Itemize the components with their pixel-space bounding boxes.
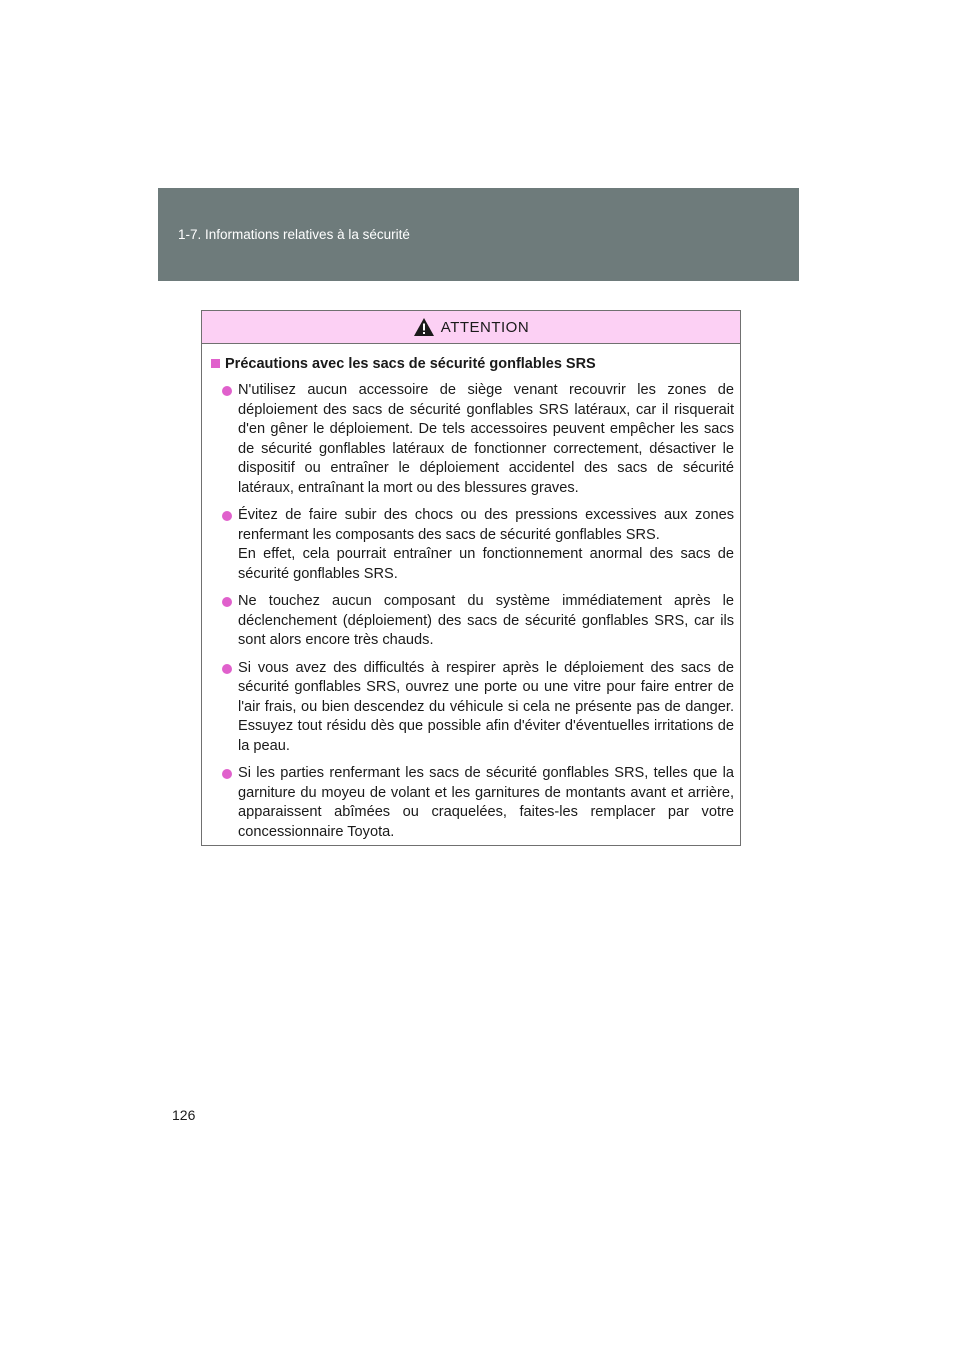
square-bullet-icon bbox=[211, 359, 220, 368]
list-item-continuation: En effet, cela pourrait entraîner un fonctionnement anormal des sacs de sécurité gonflables SRS. bbox=[238, 546, 734, 582]
caution-box bbox=[201, 310, 741, 846]
bullet-dot-icon bbox=[222, 769, 232, 779]
caution-body bbox=[202, 344, 740, 842]
caution-header bbox=[202, 311, 740, 344]
list-item-text: N'utilisez aucun accessoire de siège venant recouvrir les zones de déploiement des sacs de sécurité gonflables SRS latéraux, car il risquerait d'en gêner le déploiement. De tels accessoires peuvent empêcher les sacs de sécurité gonflables latéraux de fonctionner correctement, désactiver le dispositif ou entraîner le déploiement accidentel des sacs de sécurité latéraux, entraînant la mort ou des blessures graves. bbox=[238, 382, 734, 496]
list-item-text: Si vous avez des difficultés à respirer après le déploiement des sacs de sécurité gonflables SRS, ouvrez une porte ou une vitre pour faire entrer de l'air frais, ou bien descendez du véhicule si cela ne présente pas de danger. Essuyez tout résidu dès que possible afin d'éviter d'éventuelles irritations de la peau. bbox=[238, 659, 734, 754]
page-number: 126 bbox=[172, 1107, 196, 1123]
bullet-dot-icon bbox=[222, 664, 232, 674]
bullet-dot-icon bbox=[222, 597, 232, 607]
bullet-dot-icon bbox=[222, 386, 232, 396]
list-item bbox=[222, 381, 734, 498]
warning-triangle-icon bbox=[413, 317, 435, 337]
list-item-text-group bbox=[238, 506, 734, 584]
caution-title: ATTENTION bbox=[440, 318, 530, 336]
list-item-text: Évitez de faire subir des chocs ou des pressions excessives aux zones renfermant les composants des sacs de sécurité gonflables SRS. bbox=[238, 507, 734, 543]
list-item-text: Ne touchez aucun composant du système immédiatement après le déclenchement (déploiement) des sacs de sécurité gonflables SRS, car ils sont alors encore très chauds. bbox=[238, 593, 734, 648]
caution-subheading bbox=[211, 354, 734, 374]
list-item bbox=[222, 659, 734, 757]
subheading-text: Précautions avec les sacs de sécurité gonflables SRS bbox=[225, 356, 596, 372]
list-item-text: Si les parties renfermant les sacs de sécurité gonflables SRS, telles que la garniture du moyeu de volant et les garnitures de montants avant et arrière, apparaissent abîmées ou craquelées, faites-les remplacer par votre concessionnaire Toyota. bbox=[238, 765, 734, 840]
list-item bbox=[222, 506, 734, 584]
section-title: 1-7. Informations relatives à la sécurité bbox=[178, 227, 410, 242]
bullet-dot-icon bbox=[222, 511, 232, 521]
list-item bbox=[222, 764, 734, 842]
list-item bbox=[222, 592, 734, 651]
